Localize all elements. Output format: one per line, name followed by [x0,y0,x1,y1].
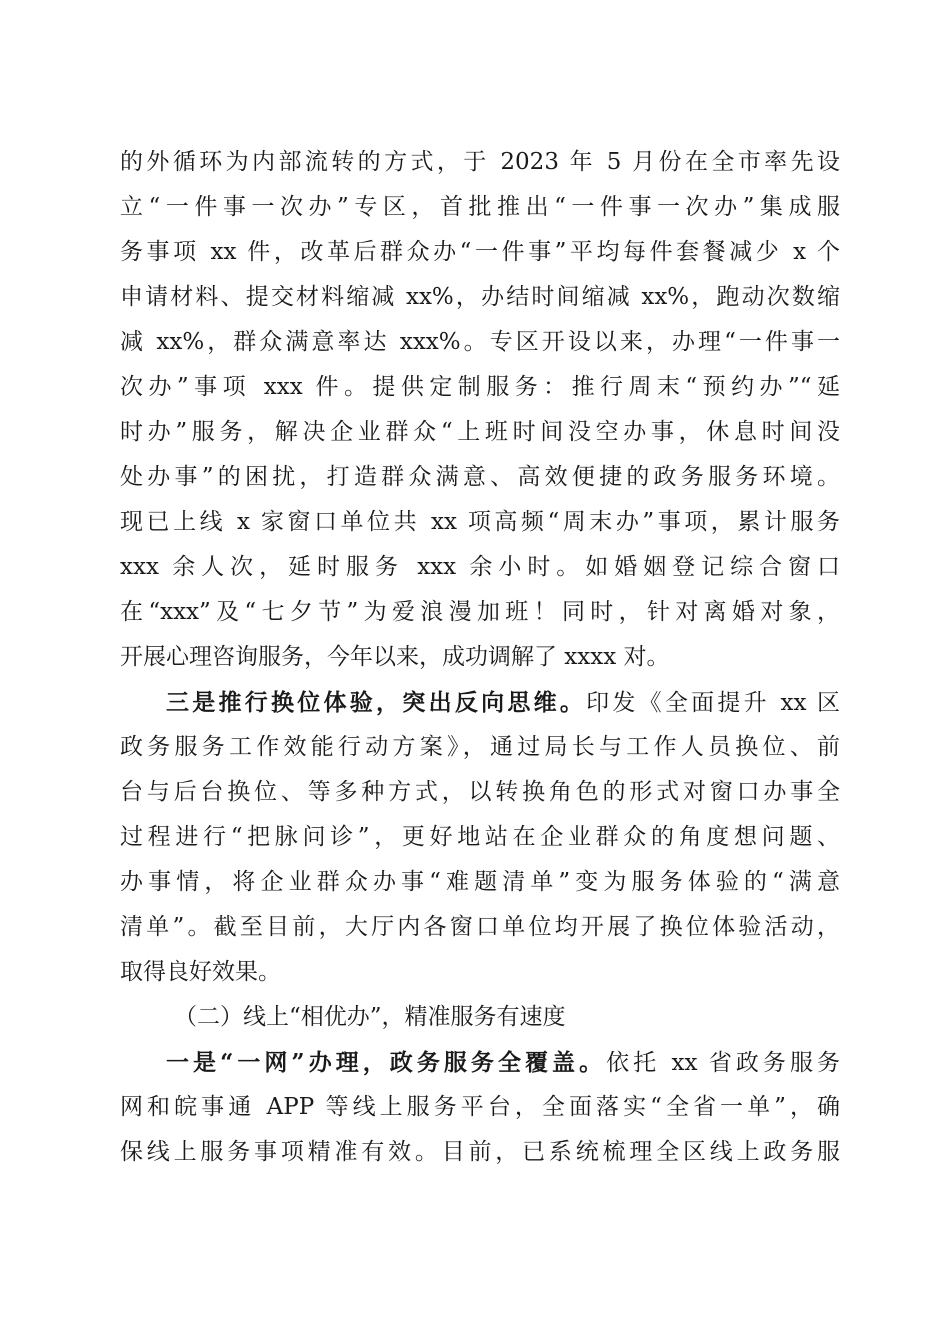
text-line: 次办”事项 xxx 件。提供定制服务：推行周末“预约办”“延 [120,374,840,400]
text-line: 在“xxx”及“七夕节”为爱浪漫加班！同时，针对离婚对象， [120,599,840,625]
text-line: xxx 余人次，延时服务 xxx 余小时。如婚姻登记综合窗口 [120,554,840,580]
text-line: 的外循环为内部流转的方式，于 2023 年 5 月份在全市率先设 [120,149,840,175]
text-line: 申请材料、提交材料缩减 xx%，办结时间缩减 xx%，跑动次数缩 [120,284,840,310]
document-body [120,140,840,1175]
text-line: 处办事”的困扰，打造群众满意、高效便捷的政务服务环境。 [120,464,840,490]
section-heading: （二）线上“相优办”，精准服务有速度 [174,1004,566,1030]
paragraph-role-swap [120,680,840,995]
text-line: 减 xx%，群众满意率达 xxx%。专区开设以来，办理“一件事一 [120,329,840,355]
paragraph-one-stop-zone [120,140,840,680]
paragraph-lead-phrase: 一是“一网”办理，政务服务全覆盖。 [166,1049,607,1076]
text-line [120,680,840,725]
text-line: 时办”服务，解决企业群众“上班时间没空办事，休息时间没 [120,419,840,445]
text-line: 政务服务工作效能行动方案》，通过局长与工作人员换位、前 [120,734,840,760]
text-line: 务事项 xx 件，改革后群众办“一件事”平均每件套餐减少 x 个 [120,239,840,265]
text-line: 保线上服务事项精准有效。目前，已系统梳理全区线上政务服 [120,1139,840,1165]
paragraph-online-service [120,1040,840,1175]
text-line: 现已上线 x 家窗口单位共 xx 项高频“周末办”事项，累计服务 [120,509,840,535]
text-span: 依托 xx 省政务服务 [606,1050,840,1076]
text-line: 清单”。截至目前，大厅内各窗口单位均开展了换位体验活动， [120,914,840,940]
text-line: 立“一件事一次办”专区，首批推出“一件事一次办”集成服 [120,194,840,220]
text-line: 开展心理咨询服务，今年以来，成功调解了 xxxx 对。 [120,644,670,670]
text-line: 过程进行“把脉问诊”，更好地站在企业群众的角度想问题、 [120,824,840,850]
text-line: 办事情，将企业群众办事“难题清单”变为服务体验的“满意 [120,869,840,895]
text-line: 台与后台换位、等多种方式，以转换角色的形式对窗口办事全 [120,779,840,805]
text-line: 网和皖事通 APP 等线上服务平台，全面落实“全省一单”，确 [120,1094,840,1120]
text-span: 印发《全面提升 xx 区 [586,690,840,716]
paragraph-lead-phrase: 三是推行换位体验，突出反向思维。 [166,689,587,716]
text-line [120,1040,840,1085]
text-line: 取得良好效果。 [120,959,281,985]
